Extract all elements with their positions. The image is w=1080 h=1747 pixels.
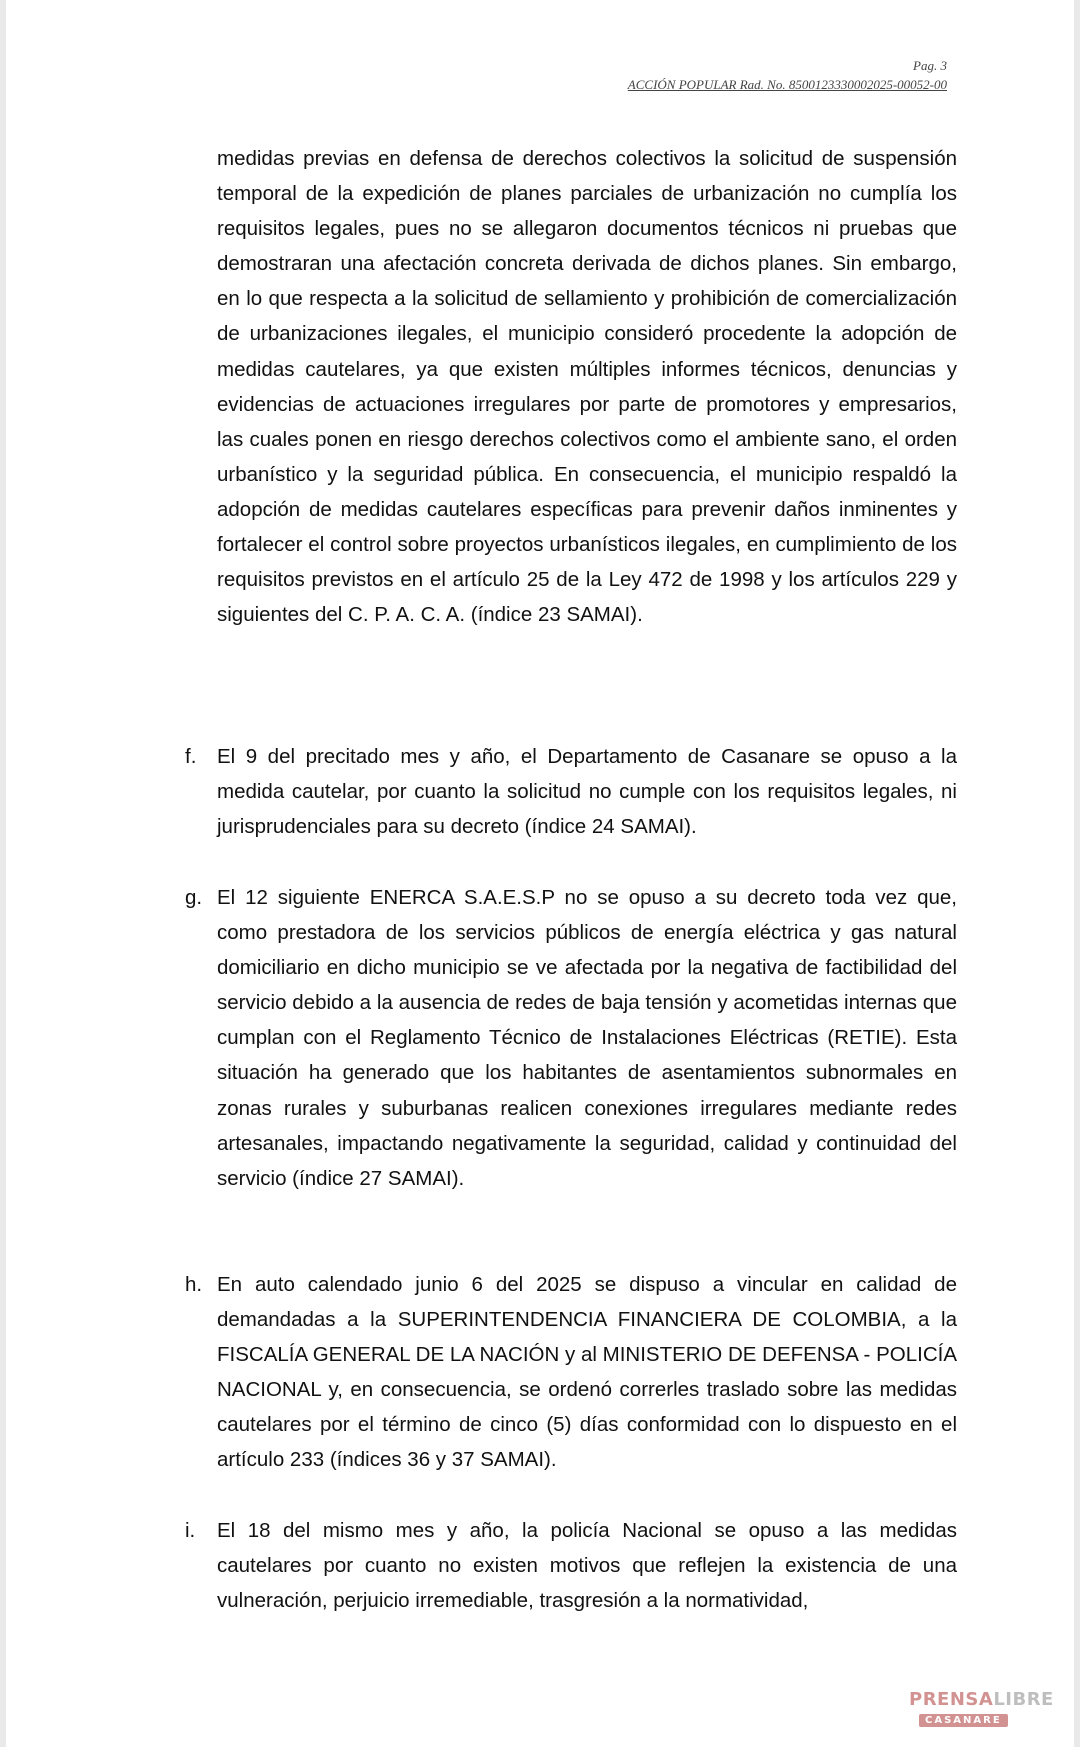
page-number: Pag. 3 — [913, 58, 947, 73]
list-item-letter: i. — [185, 1519, 196, 1542]
list-item-text: El 9 del precitado mes y año, el Departamento de Casanare se opuso a la medida cautelar, por cuanto la solicitud no cumple con los requisitos legales, ni jurisprudenciales para su decreto (índice 24 SAMAI). — [217, 745, 957, 839]
case-radicado: ACCIÓN POPULAR Rad. No. 8500123330002025-00052-00 — [627, 77, 947, 92]
list-item-letter: g. — [185, 886, 203, 909]
list-item — [185, 1267, 957, 1478]
prensa-libre-watermark — [909, 1689, 1054, 1734]
list-item — [185, 1513, 957, 1618]
list-item-letter: f. — [185, 745, 197, 768]
list-item — [185, 739, 957, 844]
document-page — [6, 0, 1074, 1747]
list-item — [185, 880, 957, 1196]
watermark-subtitle: CASANARE — [919, 1714, 1008, 1727]
list-item-text: El 12 siguiente ENERCA S.A.E.S.P no se opuso a su decreto toda vez que, como prestadora de los servicios públicos de energía eléctrica y gas natural domiciliario en dicho municipio se ve afectada por la negativa de factibilidad del servicio debido a la ausencia de redes de baja tensión y acometidas internas que cumplan con el Reglamento Técnico de Instalaciones Eléctricas (RETIE). Esta situación ha generado que los habitantes de asentamientos subnormales en zonas rurales y suburbanas realicen conexiones irregulares mediante redes artesanales, impactando negativamente la seguridad, calidad y continuidad del servicio (índice 27 SAMAI). — [217, 886, 957, 1190]
list-item-letter: h. — [185, 1273, 203, 1296]
watermark-logo-text: PRENSALIBRE — [909, 1689, 1054, 1710]
list-item-text: En auto calendado junio 6 del 2025 se dispuso a vincular en calidad de demandadas a la SUPERINTENDENCIA FINANCIERA DE COLOMBIA, a la FISCALÍA GENERAL DE LA NACIÓN y al MINISTERIO DE DEFENSA - POLICÍA NACIONAL y, en consecuencia, se ordenó correrles traslado sobre las medidas cautelares por el término de cinco (5) días conformidad con lo dispuesto en el artículo 233 (índices 36 y 37 SAMAI). — [217, 1273, 957, 1472]
intro-paragraph: medidas previas en defensa de derechos colectivos la solicitud de suspensión temporal de la expedición de planes parciales de urbanización no cumplía los requisitos legales, pues no se allegaron documentos técnicos ni pruebas que demostraran una afectación concreta derivada de dichos planes. Sin embargo, en lo que respecta a la solicitud de sellamiento y prohibición de comercialización de urbanizaciones ilegales, el municipio consideró procedente la adopción de medidas cautelares, ya que existen múltiples informes técnicos, denuncias y evidencias de actuaciones irregulares por parte de promotores y empresarios, las cuales ponen en riesgo derechos colectivos como el ambiente sano, el orden urbanístico y la seguridad pública. En consecuencia, el municipio respaldó la adopción de medidas cautelares específicas para prevenir daños inminentes y fortalecer el control sobre proyectos urbanísticos ilegales, en cumplimiento de los requisitos previstos en el artículo 25 de la Ley 472 de 1998 y los artículos 229 y siguientes del C. P. A. C. A. (índice 23 SAMAI). — [217, 147, 957, 627]
page-header — [628, 56, 947, 94]
list-item-text: El 18 del mismo mes y año, la policía Nacional se opuso a las medidas cautelares por cuanto no existen motivos que reflejen la existencia de una vulneración, perjuicio irremediable, trasgresión a la normatividad, — [217, 1519, 957, 1613]
